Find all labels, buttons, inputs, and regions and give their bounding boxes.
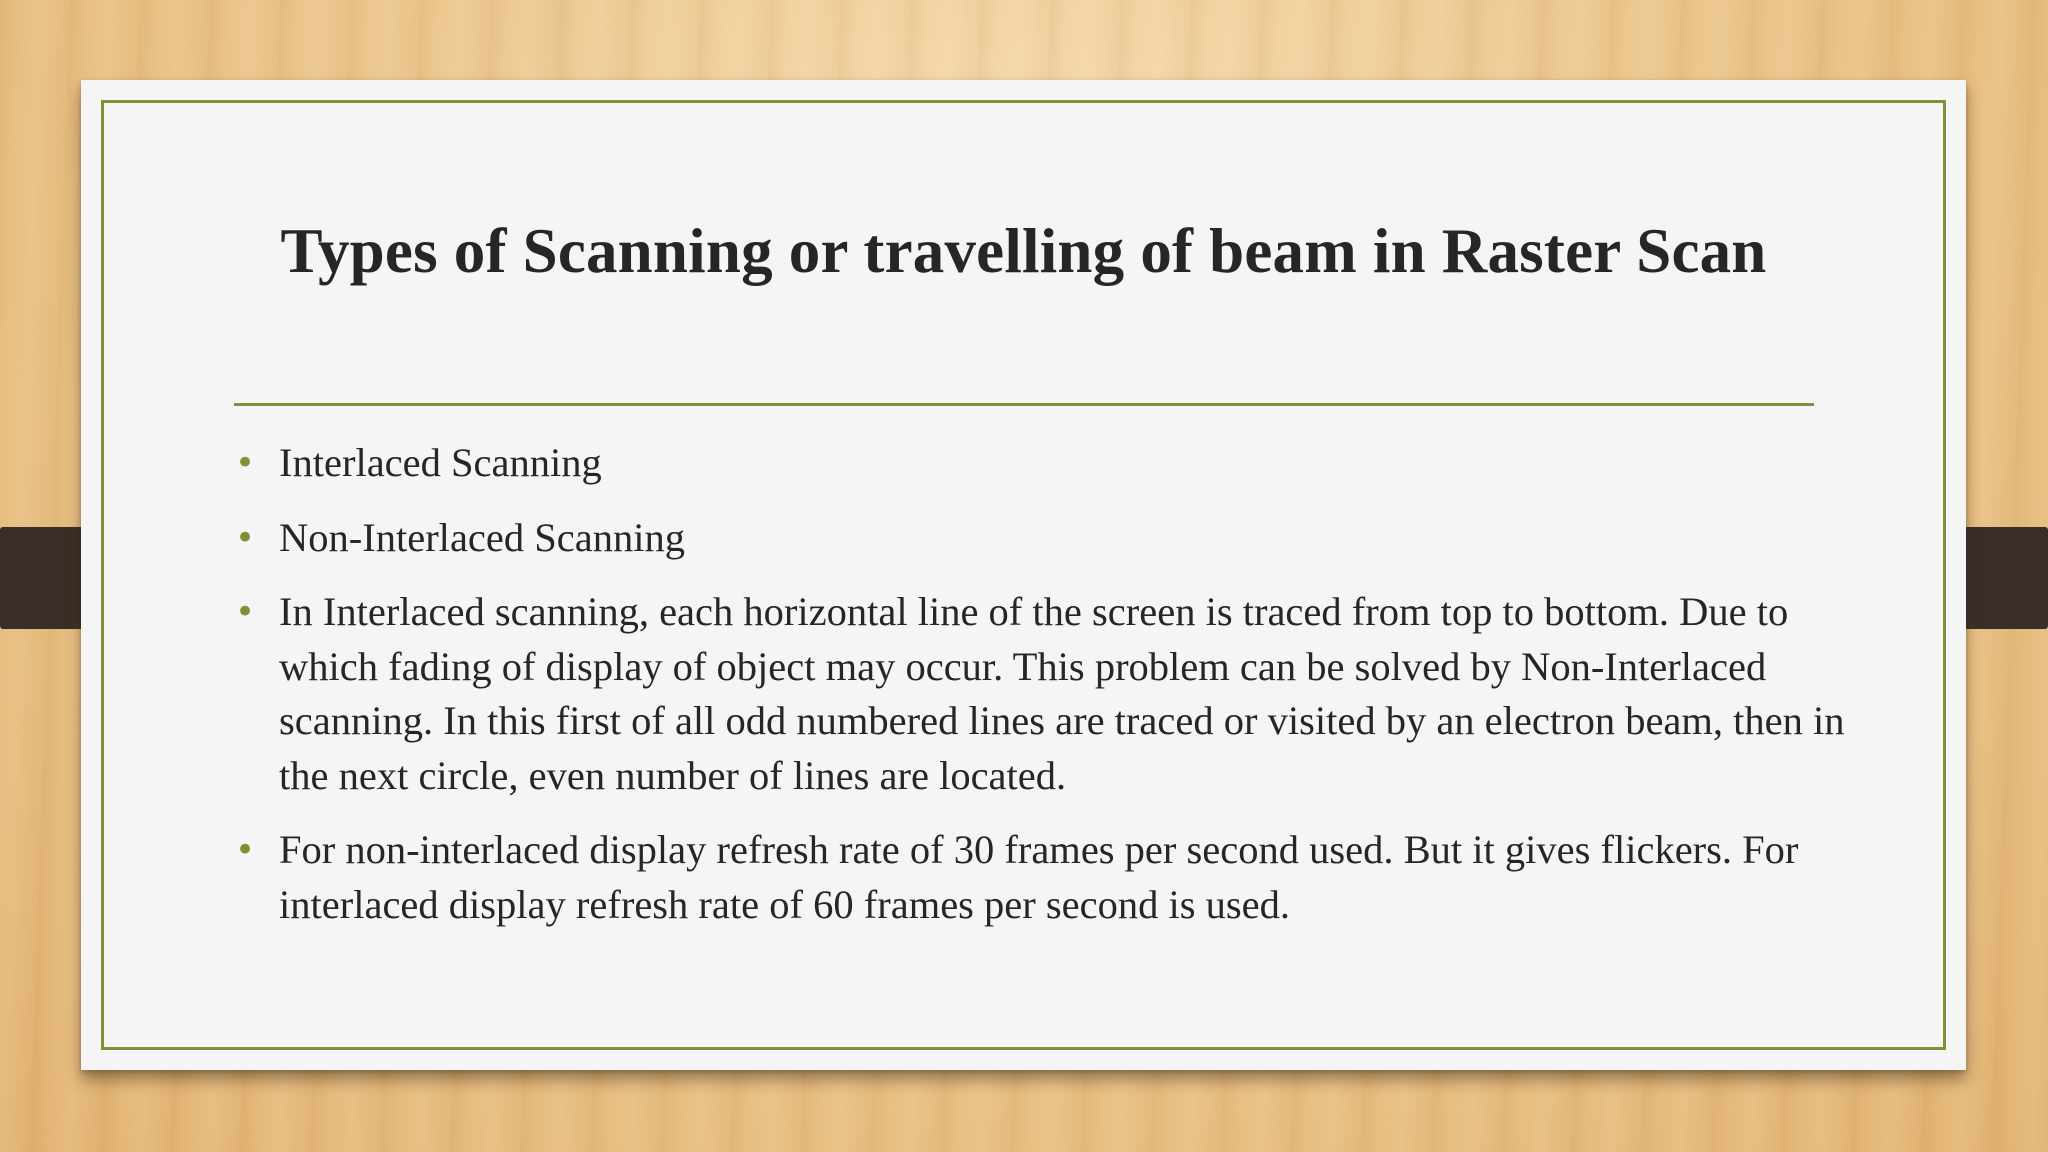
bullet-text: For non-interlaced display refresh rate of 30 frames per second used. But it gives flickers. For interlaced display refresh rate of 60 frames per second is used.: [279, 827, 1799, 927]
bullet-text: Interlaced Scanning: [279, 440, 602, 485]
bullet-item: [235, 511, 1885, 566]
bullet-item: [235, 436, 1885, 491]
bullet-text: Non-Interlaced Scanning: [279, 514, 685, 560]
slide-title: Types of Scanning or travelling of beam in Raster Scan: [280, 216, 1767, 286]
title-divider: [234, 403, 1814, 406]
bullet-dot-icon: •: [235, 517, 256, 558]
slide-card: [81, 80, 1966, 1070]
bullet-dot-icon: •: [235, 830, 256, 870]
bullet-list: [235, 436, 1885, 952]
bullet-item: [235, 585, 1885, 803]
bullet-dot-icon: •: [235, 443, 256, 483]
bullet-dot-icon: •: [235, 592, 256, 632]
bullet-item: [235, 823, 1885, 932]
bullet-text: In Interlaced scanning, each horizontal line of the screen is traced from top to bottom. Due to which fading of display of object may occur. This problem can be solved by Non-Interlaced scanning. In this first of all odd numbered lines are traced or visited by an electron beam, then in the next circle, even number of lines are located.: [279, 589, 1845, 798]
